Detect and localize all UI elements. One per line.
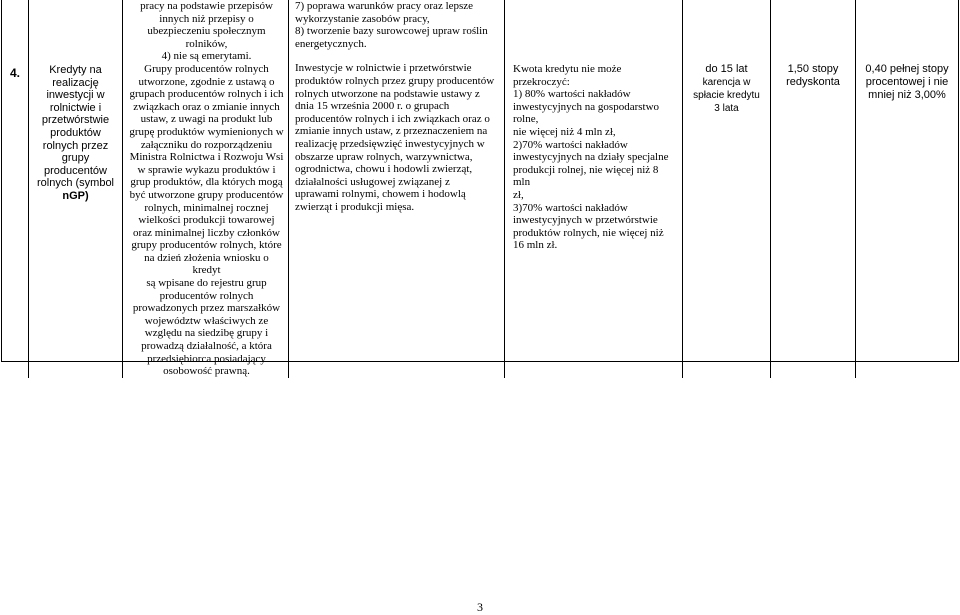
text-line: ogrodnictwa, chowu i hodowli zwierząt, <box>295 163 473 176</box>
text-line: redyskonta <box>786 76 840 88</box>
text-line: 0,40 pełnej stopy <box>865 63 949 75</box>
text-line: Inwestycje w rolnictwie i przetwórstwie <box>295 62 472 75</box>
conditions-main <box>129 63 284 378</box>
text-line: rolnych, minimalnej rocznej <box>144 201 269 214</box>
text-line: grupy producentów rolnych, które <box>131 239 282 252</box>
text-line: rolnych utworzone na podstawie ustawy z <box>295 87 480 100</box>
eligibility-conditions <box>123 0 289 378</box>
text-line: wykorzystanie zasobów pracy, <box>295 12 430 25</box>
text-line: energetycznych. <box>295 37 367 50</box>
name-line: grupy <box>61 152 90 165</box>
text-line: grupach producentów rolnych i ich <box>129 88 284 101</box>
name-line: inwestycji w <box>46 89 105 102</box>
grace-period <box>683 76 770 115</box>
period-value: do 15 lat <box>705 63 748 75</box>
text-line: innych niż przepisy o <box>159 12 254 25</box>
name-line: rolnych (symbol <box>36 177 115 190</box>
text-line: Kwota kredytu nie może przekroczyć: <box>513 63 622 88</box>
text-line: dnia 15 września 2000 r. o grupach <box>295 100 450 113</box>
text-line: w sprawie wykazu produktów i <box>137 163 276 176</box>
text-line: prowadzą działalność, a która <box>141 340 272 353</box>
text-line: zmianie innych ustaw, z przeznaczeniem na <box>295 125 488 138</box>
text-line: względu na siedzibę grupy i <box>144 327 269 340</box>
text-line: produkcji rolnej, nie więcej niż 8 mln <box>513 163 659 189</box>
text-line: producentów rolnych <box>159 289 254 302</box>
text-line: Grupy producentów rolnych <box>144 62 269 75</box>
text-line: są wpisane do rejestru grup <box>146 277 267 290</box>
text-line: 2)70% wartości nakładów <box>513 138 628 151</box>
text-line: ustaw, z uwagi na produkt lub <box>140 113 273 126</box>
text-line: ubezpieczeniu społecznym <box>147 25 266 38</box>
text-line: oraz minimalnej liczby członków <box>133 226 280 239</box>
name-line: Kredyty na <box>49 64 102 76</box>
text-line: uprawami rolnymi, chowem i hodowlą <box>295 188 466 201</box>
text-line: obszarze upraw rolnych, warzywnictwa, <box>295 150 473 163</box>
text-line: być utworzone grupy producentów <box>129 188 284 201</box>
text-line: grup produktów, dla których mogą <box>130 176 283 189</box>
table-row <box>1 0 959 378</box>
credit-line-name <box>29 0 123 378</box>
text-line: rolników, <box>185 37 228 50</box>
name-line: rolnictwie i <box>49 101 102 114</box>
text-line: inwestycyjnych na gospodarstwo rolne, <box>513 100 660 126</box>
text-line: producentów rolnych i ich związkach oraz o <box>295 112 490 125</box>
text-line: załączniku do rozporządzeniu <box>140 138 273 151</box>
text-line: zwierząt i produkcji mięsa. <box>295 200 415 213</box>
text-line: nie więcej niż 4 mln zł, <box>513 125 616 138</box>
name-line: rolnych przez <box>42 139 109 152</box>
text-line: produktów rolnych, nie więcej niż <box>513 226 664 239</box>
text-line: produktów rolnych przez grupy producentów <box>295 74 495 87</box>
text-line: przedsiębiorca posiadający <box>147 352 266 365</box>
credit-symbol: nGP) <box>62 189 89 202</box>
text-line: 3)70% wartości nakładów <box>513 201 628 214</box>
text-line: mniej niż 3,00% <box>868 89 946 101</box>
borrower-interest <box>856 0 958 378</box>
purpose-main <box>295 62 498 213</box>
name-line: produktów <box>50 126 101 139</box>
name-line: producentów <box>44 164 107 177</box>
text-line: województw właściwych ze <box>144 314 269 327</box>
text-line: wielkości produkcji towarowej <box>138 214 275 227</box>
credit-period <box>683 0 771 378</box>
text-line: realizację przedsięwzięć inwestycyjnych w <box>295 137 485 150</box>
text-line: grupę produktów wymienionych w <box>129 125 284 138</box>
text-line: związkach oraz o zmianie innych <box>133 100 280 113</box>
text-line: prowadzonych przez marszałków <box>132 302 281 315</box>
text-line: inwestycyjnych w przetwórstwie <box>513 214 658 227</box>
text-line: 1) 80% wartości nakładów <box>513 88 631 101</box>
name-line: realizację <box>52 76 99 89</box>
text-line: pracy na podstawie przepisów <box>140 0 273 12</box>
text-line: zł, <box>513 188 524 201</box>
text-line: inwestycyjnych na działy specjalne <box>513 151 669 164</box>
text-line: 1,50 stopy <box>787 63 839 75</box>
text-line: karencja w <box>702 77 751 88</box>
text-line: 4) nie są emerytami. <box>161 50 252 63</box>
text-line: spłacie kredytu <box>693 90 760 101</box>
page-number: 3 <box>477 600 483 614</box>
name-line: przetwórstwie <box>41 114 110 127</box>
text-line: Ministra Rolnictwa i Rozwoju Wsi <box>129 151 284 164</box>
text-line: działalności usługowej związanej z <box>295 175 450 188</box>
text-line: osobowość prawną. <box>163 365 250 378</box>
row-number: 4. <box>2 0 29 378</box>
credit-purpose <box>289 0 505 378</box>
text-line: na dzień złożenia wniosku o kredyt <box>144 251 269 277</box>
text-line: procentowej i nie <box>865 76 949 88</box>
purpose-top <box>295 0 498 50</box>
text-line: 8) tworzenie bazy surowcowej upraw roślin <box>295 25 488 38</box>
conditions-top <box>129 0 284 63</box>
text-line: 16 mln zł. <box>513 239 558 252</box>
text-line: utworzone, zgodnie z ustawą o <box>138 75 275 88</box>
text-line: 3 lata <box>714 103 739 114</box>
credit-amount-limit <box>505 0 683 378</box>
text-line: 7) poprawa warunków pracy oraz lepsze <box>295 0 474 12</box>
subsidy-rate <box>771 0 856 378</box>
